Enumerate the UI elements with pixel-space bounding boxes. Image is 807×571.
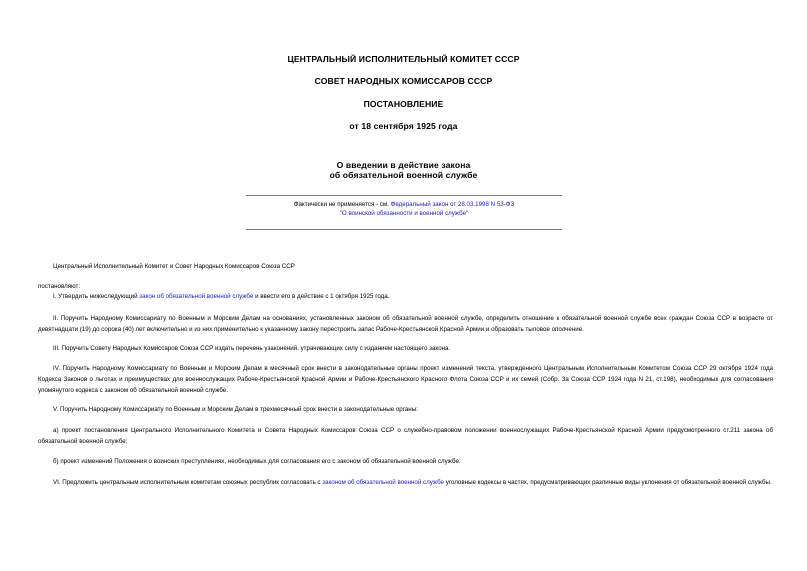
paragraph-5b: б) проект изменений Положения о воинских преступлениях, необходимых для согласования его с законом об обязательной военной службе.: [53, 458, 461, 465]
paragraph-6-law-link[interactable]: законом об обязательной военной службе: [322, 479, 444, 486]
document-title-line2: об обязательной военной службе: [329, 170, 478, 180]
paragraph-4: IV. Поручить Народному Комиссариату по Военным и Морским Делам в месячный срок внести в законодательные органы проект изменений текста, утвержденного Центральным Исполнительным Комитетом Союза ССР 29 октября 1924 года Кодекса Законов о льготах и преимуществах для военнослужащих Рабоче-Крестьянской Красной Армии и Рабоче-Крестьянского Красного Флота Союза ССР и их семей (Собр. За Союза ССР 1924 года N 21, ст.198), необходимых для согласования упомянутого кодекса с законом об обязательной военной службе.: [38, 365, 773, 394]
status-note-link-title[interactable]: "О воинской обязанности и военной службе": [339, 210, 469, 217]
paragraph-3: III. Поручить Совету Народных Комиссаров Союза ССР издать перечень узаконений, утрачивающих силу с изданием настоящего закона.: [53, 345, 451, 352]
document-title-line1: О введении в действие закона: [336, 160, 471, 170]
status-note: [246, 200, 562, 218]
paragraph-5a: а) проект постановления Центрального Исполнительного Комитета и Совета Народных Комиссаров Союза ССР о служебно-правовом положении военнослужащих Рабоче-Крестьянской Красной Армии предусмотренного ст.211 закона об обязательной военной службе;: [38, 427, 773, 445]
note-top-divider: [246, 195, 562, 196]
issuer-snk: СОВЕТ НАРОДНЫХ КОМИССАРОВ СССР: [314, 76, 493, 86]
paragraph-5: V. Поручить Народному Комиссариату по Военным и Морским Делам в трехмесячный срок внести в законодательные органы:: [53, 406, 418, 413]
resolves-label: постановляют:: [38, 283, 81, 290]
preamble: Центральный Исполнительный Комитет и Совет Народных Комиссаров Союза ССР: [53, 263, 295, 270]
paragraph-1-text-end: и ввести его в действие с 1 октября 1925 года.: [253, 293, 390, 300]
paragraph-2: II. Поручить Народному Комиссариату по Военным и Морским Делам на основаниях, установленных законом об обязательной военной службе, определить отношение к обязательной военной службе всех граждан Союза ССР в возрасте от девятнадцати (19) до сорока (40) лет включительно и из них применительно к указанному закону перестроить запас Рабоче-Крестьянской Красной Армии и образовать тыловое ополчение.: [38, 315, 773, 333]
paragraph-1-text-start: I. Утвердить нижеследующий: [53, 293, 140, 300]
document-date: от 18 сентября 1925 года: [349, 121, 458, 131]
note-bottom-divider: [246, 229, 562, 230]
paragraph-6-text-end: уголовные кодексы в частях, предусматривающих различные виды уклонения от обязательной военной службы.: [444, 479, 772, 486]
paragraph-6: [38, 478, 773, 489]
document-type: ПОСТАНОВЛЕНИЕ: [363, 99, 444, 109]
paragraph-6-text-start: VI. Предложить центральным исполнительным комитетам союзных республик согласовать с: [53, 479, 323, 486]
paragraph-1-law-link[interactable]: закон об обязательной военной службе: [139, 293, 254, 300]
issuer-cec: ЦЕНТРАЛЬНЫЙ ИСПОЛНИТЕЛЬНЫЙ КОМИТЕТ СССР: [287, 54, 520, 64]
paragraph-1: [53, 292, 773, 303]
status-note-prefix: Фактически не применяется - см.: [293, 201, 391, 208]
status-note-link-law[interactable]: Федеральный закон от 28.03.1998 N 53-ФЗ: [390, 201, 515, 208]
